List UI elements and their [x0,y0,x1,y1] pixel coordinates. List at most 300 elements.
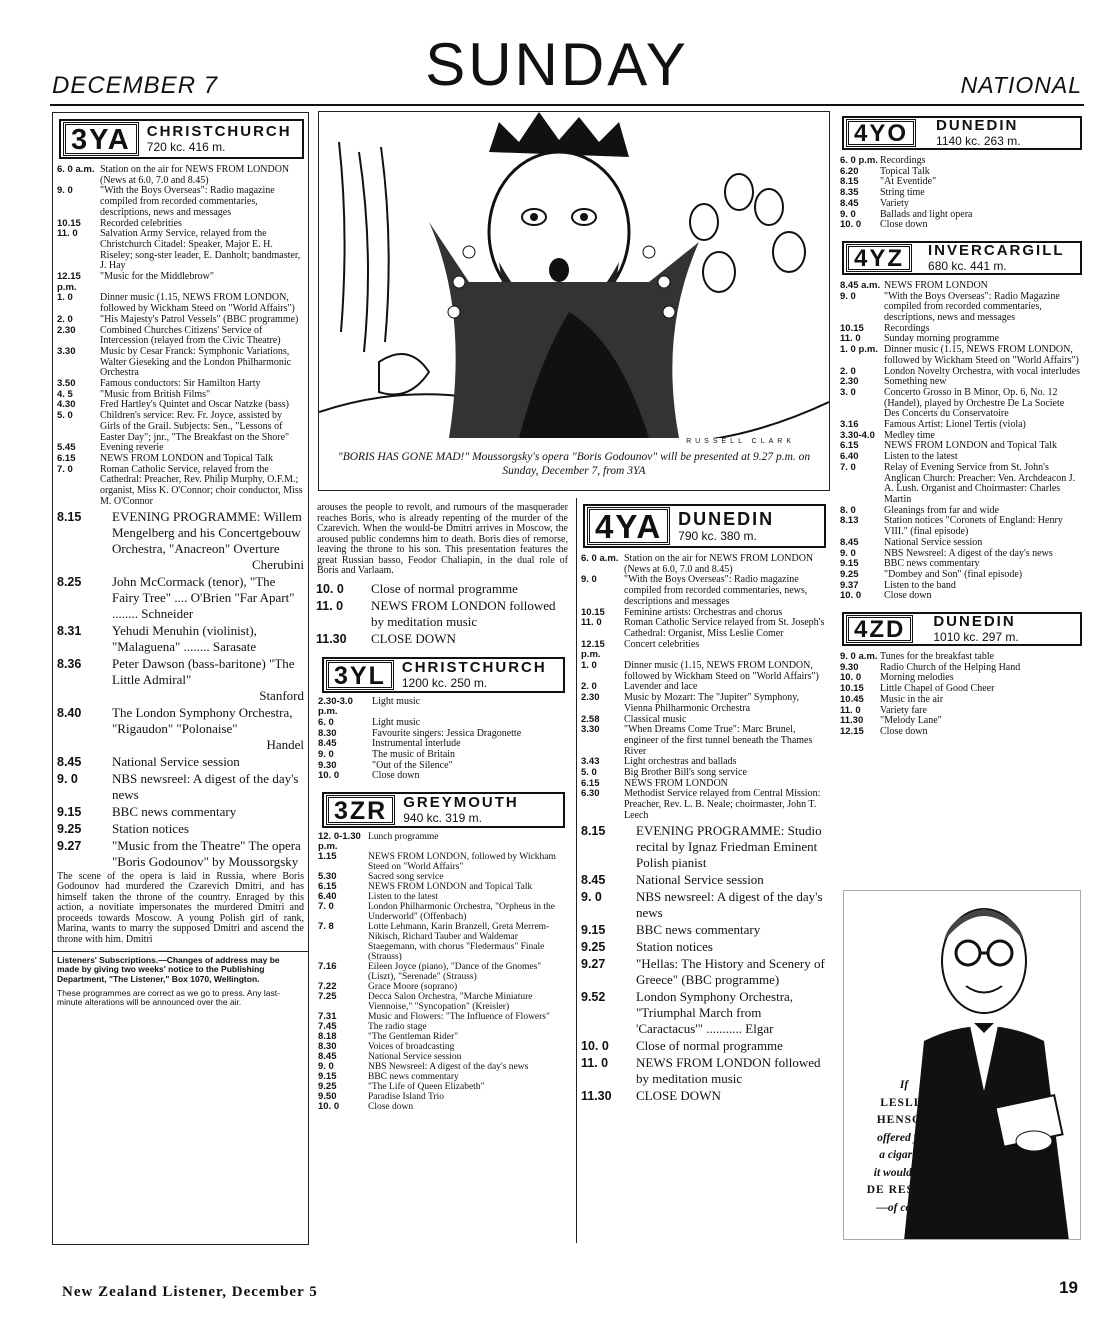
schedule-time: 8. 0 [840,504,856,516]
schedule-text: "Dombey and Son" (final episode) [884,568,1023,580]
schedule-text: "Hellas: The History and Scenery of Greece" (BBC programme) [636,955,825,987]
schedule-item [316,581,569,597]
schedule-item [581,693,826,714]
schedule-text: NBS newsreel: A digest of the day's news [112,770,299,802]
schedule-time: 8.18 [318,1031,337,1043]
schedule-description [368,892,567,902]
schedule-item [581,1055,826,1087]
schedule-text: NEWS FROM LONDON [884,279,988,291]
schedule-item [57,656,304,704]
station-frequency: 790 kc. 380 m. [678,529,757,543]
schedule-time: 7.22 [318,981,337,993]
schedule-time: 2. 0 [57,313,73,325]
schedule-text: "With the Boys Overseas": Radio magazine compiled from recorded commentaries, news, descriptions and messages [624,574,808,607]
schedule-item [581,872,826,888]
station-city: DUNEDIN [678,509,775,529]
schedule-text: Music by Mozart: The "Jupiter" Symphony, Vienna Philharmonic Orchestra [624,692,800,714]
schedule-item [840,727,1082,738]
schedule-time: 6. 0 p.m. [840,155,879,166]
boris-drawing [319,112,829,438]
schedule-text: Voices of broadcasting [368,1042,455,1053]
schedule-text: "His Majesty's Patrol Vessels" (BBC programme) [100,313,299,325]
schedule-item [840,663,1082,674]
schedule-item [316,598,569,630]
schedule-item [318,1062,567,1072]
station-frequency: 680 kc. 441 m. [928,258,1007,273]
schedule-text: EVENING PROGRAMME: Studio recital by Ignaz Friedman Eminent Polish pianist [636,822,822,870]
schedule-time: 6.15 [318,881,337,893]
schedule-time: 10.45 [840,693,864,705]
schedule-description [368,1072,567,1082]
schedule-time: 9.27 [581,956,606,971]
schedule-time: 8.45 [318,738,337,750]
schedule-time: 7.31 [318,1011,337,1023]
station-logo: 4YO [846,119,916,147]
station-logo: 4YZ [846,244,912,272]
schedule-item [318,892,567,902]
schedule-text: Radio Church of the Helping Hand [880,661,1021,673]
schedule-time: 6.40 [840,451,859,463]
station-4yz-banner [842,241,1082,275]
schedule-description [636,989,826,1037]
schedule-list [836,156,1086,231]
schedule-time: 8.30 [318,727,337,739]
schedule-text: Medley time [884,429,935,441]
station-city: CHRISTCHURCH [401,658,547,676]
schedule-time: 3. 0 [840,386,856,398]
schedule-item [318,1032,567,1042]
schedule-item [318,832,567,852]
schedule-description [100,465,304,508]
schedule-text: Dinner music (1.15, NEWS FROM LONDON, followed by Wickham Steed on "World Affairs") [100,292,295,315]
schedule-description [368,872,567,882]
schedule-time: 9.25 [840,568,859,580]
schedule-text: Variety [880,197,909,209]
schedule-text: NEWS FROM LONDON, followed by Wickham Steed on "World Affairs" [368,852,556,873]
schedule-text: Evening reverie [100,442,164,454]
schedule-text: John McCormack (tenor), "The Fairy Tree" .... O'Brien "Far Apart" ........ Schneider [112,573,295,621]
schedule-text: BBC news commentary [112,803,237,819]
ad-line: If [899,1079,909,1091]
schedule-description [368,882,567,892]
schedule-time: 2.58 [581,713,600,725]
schedule-text: Light orchestras and ballads [624,756,737,768]
schedule-item [57,229,304,272]
schedule-text: BBC news commentary [636,921,761,937]
synopsis-continued: arouses the people to revolt, and rumours of the masquerader reaches Boris, who is already repenting of the murder of the Czarevich. When the would-be Dmitri arrives in Moscow, the aroused public condemns him to death. Boris dies of remorse, leaving the throne to his son. This presentation features the great Russian basso, Feodor Chaliapin, in the dual role of Boris and Varlaam. [317,502,568,576]
schedule-time: 6.15 [57,452,76,464]
schedule-item [57,838,304,870]
schedule-text: Fred Hartley's Quintet and Oscar Natzke (bass) [100,399,289,411]
schedule-description [368,1062,567,1072]
schedule-text: Eileen Joyce (piano), "Dance of the Gnomes" (Liszt), "Serenade" (Strauss) [368,962,542,983]
schedule-text: Light music [372,695,421,707]
schedule-item [581,989,826,1037]
schedule-item [581,1088,826,1104]
schedule-description [624,789,826,821]
schedule-text: Lavender and lace [624,681,698,693]
schedule-item [57,347,304,379]
schedule-text: Combined Churches Citizens' Service of Intercession (relayed from the Civic Theatre) [100,324,281,347]
schedule-time: 9.15 [57,804,82,819]
schedule-item [318,982,567,992]
schedule-time: 2.30-3.0 p.m. [318,695,353,718]
close-list [316,581,569,647]
schedule-time: 6. 0 a.m. [57,164,95,175]
schedule-time: 9.37 [840,579,859,591]
schedule-text: NEWS FROM LONDON [624,777,728,789]
schedule-item [840,188,1082,199]
schedule-item [318,922,567,962]
schedule-time: 8.35 [840,187,859,199]
schedule-time: 3.30 [581,724,600,736]
schedule-item [840,706,1082,717]
composer: Handel [266,736,304,752]
schedule-time: 8.15 [581,823,606,838]
schedule-item [57,272,304,293]
schedule-item [840,388,1082,420]
evening-list [53,509,308,870]
schedule-text: "Music for the Middlebrow" [100,271,214,283]
schedule-description [100,411,304,443]
schedule-item [840,570,1082,581]
schedule-description [371,581,569,597]
opera-illustration [318,111,830,491]
ad-line: offered you [877,1131,931,1144]
footer-publication: New Zealand Listener, December 5 [62,1284,318,1300]
schedule-time: 8.30 [318,1041,337,1053]
station-3ya-column [52,112,309,1245]
schedule-item [840,684,1082,695]
schedule-item [318,1082,567,1092]
schedule-text: Station notices [636,938,713,954]
station-3zr-banner [322,792,565,828]
schedule-time: 2. 0 [581,681,597,693]
schedule-time: 9.25 [318,1081,337,1093]
schedule-time: 7. 8 [318,921,334,933]
schedule-item [57,165,304,186]
schedule-time: 7. 0 [57,463,73,475]
ad-copy [854,1077,954,1217]
schedule-time: 5. 0 [57,410,73,422]
header-rule [50,104,1084,106]
schedule-time: 6.40 [318,891,337,903]
schedule-time: 9.15 [318,1071,337,1083]
schedule-description [368,1082,567,1092]
schedule-text: NEWS FROM LONDON followed by meditation music [636,1054,821,1086]
schedule-time: 10. 0 [840,219,862,231]
schedule-item [57,186,304,218]
schedule-time: 6. 0 a.m. [581,553,619,564]
schedule-text: NEWS FROM LONDON followed by meditation music [371,597,556,629]
schedule-text: "At Eventide" [880,176,937,188]
schedule-text: The London Symphony Orchestra, "Rigaudon" "Polonaise" [112,704,293,736]
schedule-item [840,367,1082,378]
schedule-time: 10.15 [840,322,864,334]
schedule-description [368,1052,567,1062]
schedule-item [840,177,1082,188]
schedule-description [368,902,567,922]
schedule-item [57,411,304,443]
schedule-time: 4. 5 [57,388,73,400]
schedule-item [318,902,567,922]
schedule-time: 6.20 [840,165,859,177]
schedule-description [371,598,569,630]
schedule-description [624,575,826,607]
schedule-time: 9. 0 [581,574,597,586]
schedule-time: 11. 0 [840,333,861,345]
schedule-description [372,697,567,708]
schedule-text: Close of normal programme [371,580,518,596]
schedule-item [581,1038,826,1054]
schedule-time: 9. 0 [840,290,856,302]
schedule-text: Dinner music (1.15, NEWS FROM LONDON, followed by Wickham Steed on "World Affairs") [624,660,819,682]
schedule-text: "When Dreams Come True": Marc Brunel, engineer of the first tunnel beneath the Thames River [624,724,813,757]
schedule-time: 11.30 [316,631,347,646]
schedule-description [636,1088,826,1104]
schedule-time: 8.45 [840,536,859,548]
schedule-time: 12.15 p.m. [57,271,81,293]
schedule-time: 10. 0 [316,581,344,596]
schedule-time: 8.45 [318,1051,337,1063]
schedule-item [840,292,1082,324]
schedule-text: BBC news commentary [368,1072,459,1083]
schedule-text: Feminine artists: Orchestras and chorus [624,606,783,618]
schedule-text: "With the Boys Overseas": Radio magazine compiled from recorded commentaries, descriptions, news and messages [100,185,275,218]
schedule-text: Famous Artist: Lionel Tertis (viola) [884,419,1026,431]
schedule-item [840,156,1082,167]
schedule-item [581,956,826,988]
middle-column [316,503,569,1243]
schedule-text: Classical music [624,713,687,725]
schedule-description [884,345,1082,366]
schedule-description [624,693,826,714]
schedule-text: National Service session [112,753,240,769]
schedule-time: 10. 0 [318,770,340,782]
schedule-time: 9. 0 [581,889,602,904]
schedule-text: Variety fare [880,704,927,716]
schedule-item [57,509,304,573]
schedule-time: 10.15 [840,683,864,695]
schedule-item [581,554,826,575]
schedule-item [840,167,1082,178]
schedule-time: 6.30 [581,788,600,800]
schedule-description [368,982,567,992]
schedule-time: 9. 0 [57,771,78,786]
schedule-description [100,229,304,272]
schedule-time: 9. 0 [840,547,856,559]
schedule-text: Grace Moore (soprano) [368,982,458,993]
schedule-time: 2. 0 [840,365,856,377]
schedule-description [884,292,1082,324]
schedule-text: Music and Flowers: "The Influence of Flowers" [368,1012,550,1023]
schedule-text: Instrumental interlude [372,738,461,750]
schedule-description [112,821,304,837]
schedule-time: 3.43 [581,756,600,768]
schedule-text: "With the Boys Overseas": Radio Magazine compiled from recorded commentaries, descriptions, news and messages [884,290,1060,324]
schedule-text: Station notices "Coronets of England: Henry VIII." (final episode) [884,515,1063,538]
schedule-list [836,281,1086,602]
schedule-time: 10. 0 [840,672,862,684]
schedule-text: "The Life of Queen Elizabeth" [368,1082,485,1093]
schedule-time: 9.27 [57,838,82,853]
schedule-description [880,188,1082,199]
schedule-item [840,695,1082,706]
station-frequency: 940 kc. 319 m. [403,811,482,826]
schedule-time: 9. 0 a.m. [840,651,878,663]
schedule-text: Music in the air [880,693,944,705]
station-4ya-banner [583,504,826,548]
schedule-item [57,705,304,753]
station-4zd-banner [842,612,1082,646]
schedule-text: Concerto Grosso in B Minor, Op. 6, No. 12 (Handel), played by Orchestre De La Societe Des Concerts du Conservatoire [884,386,1065,420]
schedule-time: 11. 0 [840,704,861,716]
schedule-item [318,852,567,872]
schedule-description [884,388,1082,420]
schedule-item [840,345,1082,366]
schedule-description [112,838,304,870]
schedule-text: Morning melodies [880,672,954,684]
station-logo: 3YL [326,660,394,690]
schedule-time: 12. 0-1.30 p.m. [318,831,361,853]
station-3yl-banner [322,657,565,693]
schedule-item [581,618,826,639]
schedule-time: 8.36 [57,656,82,671]
schedule-time: 7. 0 [840,461,856,473]
schedule-time: 9.25 [581,939,606,954]
schedule-list [836,652,1086,738]
schedule-description [368,1012,567,1022]
schedule-time: 10.15 [57,217,81,229]
schedule-item [581,922,826,938]
schedule-description [624,554,826,575]
cigarette-advertisement [843,890,1081,1240]
schedule-description [371,631,569,647]
schedule-description [112,705,304,753]
schedule-item [316,631,569,647]
station-logo: 3ZR [326,795,395,825]
ad-line: LESLIE [880,1096,928,1109]
schedule-item [840,581,1082,592]
schedule-text: Decca Salon Orchestra, "Marche Miniature Viennoise," "Syncopation" (Kreisler) [368,992,533,1013]
schedule-time: 8.45 a.m. [840,279,881,291]
schedule-text: Tunes for the breakfast table [880,651,995,663]
schedule-text: Close down [884,590,932,602]
schedule-text: NBS Newsreel: A digest of the day's news [884,547,1053,559]
schedule-description [636,823,826,871]
schedule-description [636,872,826,888]
schedule-item [840,220,1082,231]
schedule-item [318,1052,567,1062]
schedule-time: 1.15 [318,851,337,863]
schedule-text: Listen to the band [884,579,956,591]
schedule-time: 8.31 [57,623,82,638]
schedule-description [636,1055,826,1087]
schedule-text: Children's service: Rev. Fr. Joyce, assisted by Girls of the Grail. Subjects: Sen., "Lessons of Easter Day"; jnr., "The Breakfast on the Shore" [100,410,290,443]
schedule-time: 8.45 [57,754,82,769]
schedule-time: 1. 0 [581,660,597,672]
schedule-time: 8.45 [840,197,859,209]
schedule-time: 6.15 [581,777,600,789]
schedule-time: 4.30 [57,399,76,411]
schedule-item [581,823,826,871]
schedule-text: Close down [880,219,928,231]
schedule-item [840,441,1082,452]
schedule-text: NEWS FROM LONDON and Topical Talk [884,440,1057,452]
schedule-time: 2.30 [840,376,859,388]
station-city: INVERCARGILL [928,241,1065,259]
schedule-description [624,661,826,682]
schedule-item [581,789,826,821]
station-city: DUNEDIN [933,613,1016,631]
schedule-time: 7. 0 [318,901,334,913]
schedule-time: 1. 0 p.m. [840,344,879,356]
schedule-text: The music of Britain [372,749,456,761]
composer: Stanford [259,687,304,703]
schedule-item [57,574,304,622]
station-frequency: 1140 kc. 263 m. [936,134,1021,148]
schedule-list [316,697,569,783]
schedule-time: 2.30 [581,692,600,704]
schedule-text: Paradise Island Trio [368,1092,444,1103]
schedule-text: Recorded celebrities [100,217,182,229]
schedule-time: 10. 0 [840,590,862,602]
schedule-description [368,962,567,982]
schedule-description [100,347,304,379]
schedule-description [100,326,304,347]
schedule-time: 9.15 [581,922,606,937]
schedule-description [368,832,567,842]
schedule-item [840,420,1082,431]
schedule-item [318,771,567,782]
station-logo: 4ZD [846,615,913,643]
schedule-time: 9. 0 [318,1061,334,1073]
schedule-description [112,656,304,704]
page-title: SUNDAY [425,31,689,98]
page-number: 19 [1059,1278,1078,1297]
schedule-description [368,922,567,962]
schedule-item [318,761,567,772]
schedule-text: National Service session [636,871,764,887]
ad-line: DE RESZKE [866,1184,942,1196]
schedule-time: 8.13 [840,515,859,527]
schedule-text: Sunday morning programme [884,333,999,345]
schedule-text: Methodist Service relayed from Central Mission: Preacher, Rev. L. B. Neale; choirmaster, John T. Leech [624,788,821,821]
schedule-text: Light music [372,716,421,728]
station-city: GREYMOUTH [403,794,519,812]
schedule-text: Station notices [112,820,189,836]
right-column [836,112,1086,882]
schedule-text: "Music from British Films" [100,388,211,400]
schedule-description [368,1032,567,1042]
schedule-item [840,463,1082,506]
opera-synopsis: The scene of the opera is laid in Russia, where Boris Godounov had murdered the Czarevich Dmitri, and has himself taken the throne of the country. Enraged by this action, a novitiate impersonates the murdered Dmitri and proceeds towards Moscow. A young Polish girl of rank, Marina, wants to marry the supposed Dmitri and ascend the throne with him. Dmitri [57,870,304,945]
schedule-time: 9. 0 [57,185,73,197]
schedule-description [100,165,304,186]
schedule-time: 2.30 [57,324,76,336]
schedule-description [112,509,304,573]
schedule-text: Favourite singers: Jessica Dragonette [372,727,522,739]
issue-date: DECEMBER 7 [52,72,219,99]
schedule-description [624,640,826,651]
schedule-time: 8.15 [840,176,859,188]
station-frequency: 1200 kc. 250 m. [401,675,488,690]
schedule-text: Close down [368,1102,414,1113]
schedule-time: 11. 0 [581,617,602,629]
schedule-text: Gleanings from far and wide [884,504,999,516]
schedule-time: 10.15 [581,606,605,618]
schedule-text: "Melody Lane" [880,715,942,727]
